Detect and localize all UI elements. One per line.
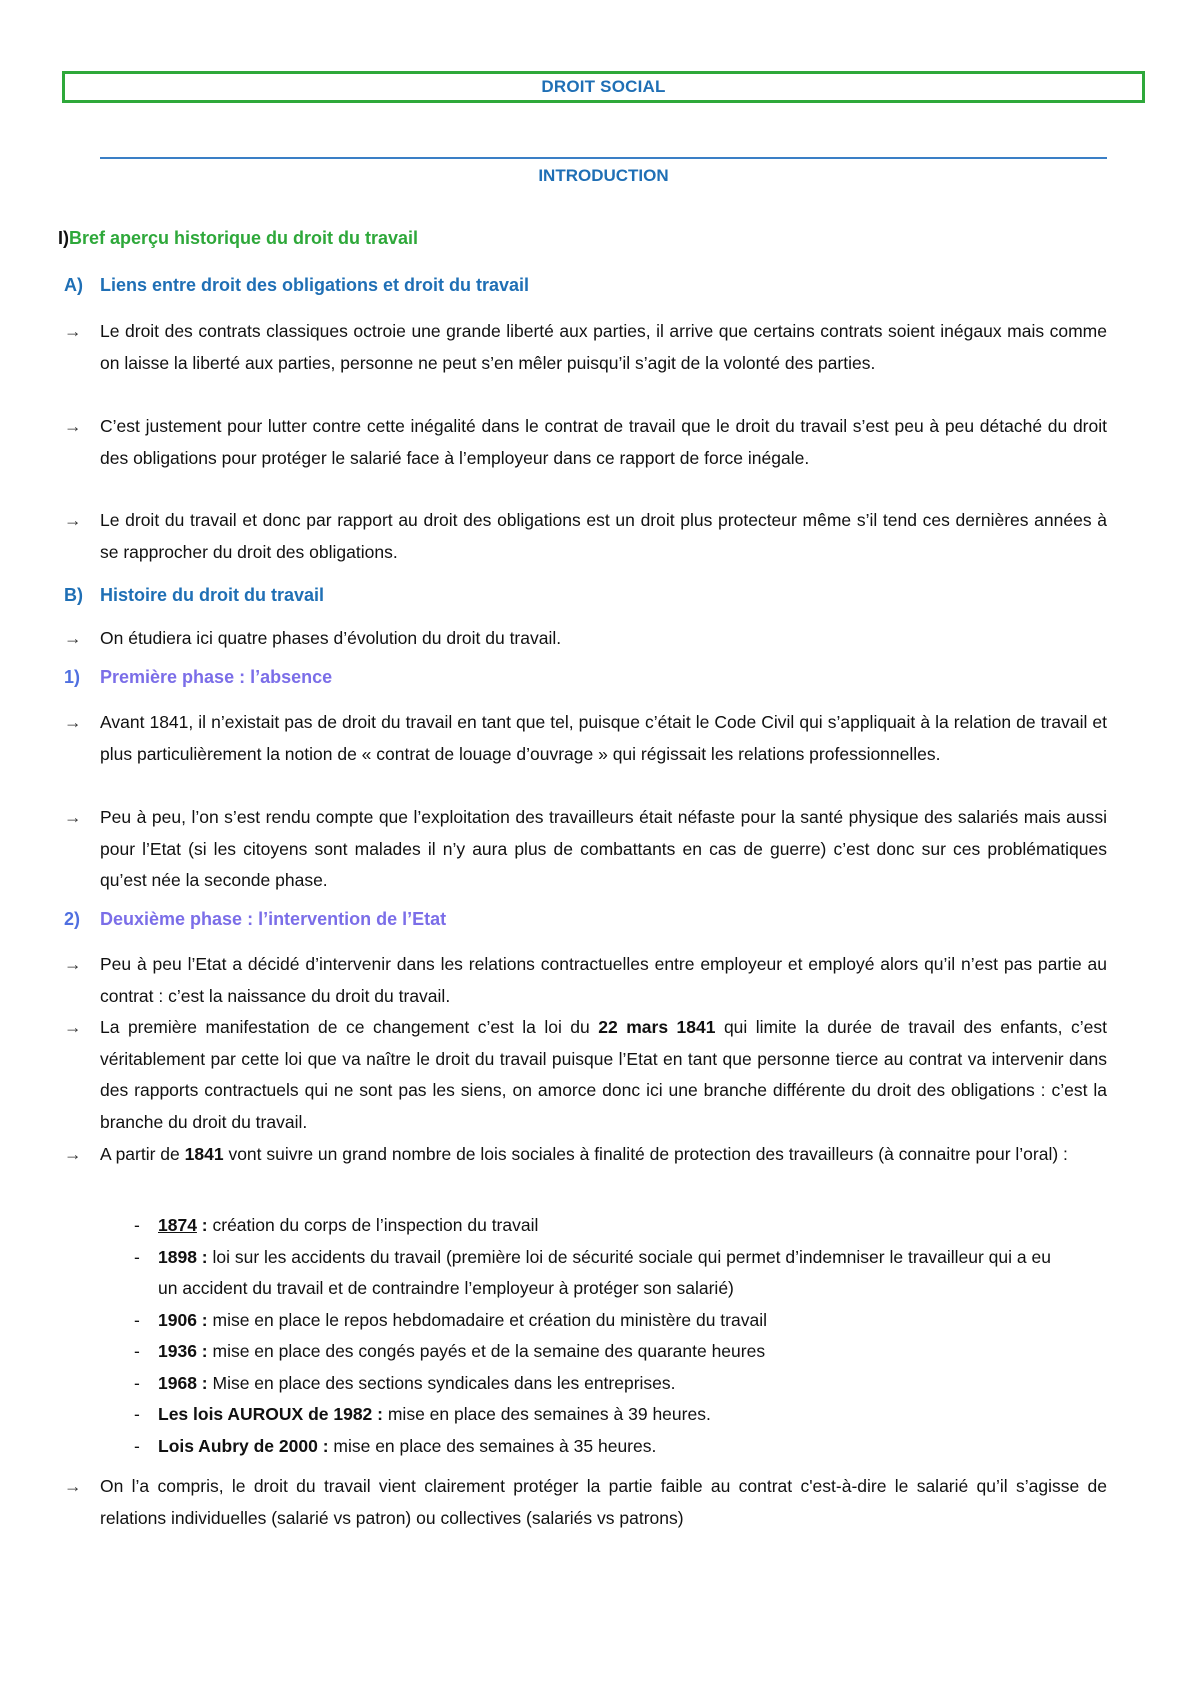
- phase-1-title: Première phase : l’absence: [100, 667, 333, 687]
- paragraph-a1: [64, 316, 1107, 379]
- list-item-sep: :: [196, 1372, 213, 1393]
- paragraph-p1-2-text: Peu à peu, l’on s’est rendu compte que l’exploitation des travailleurs était néfaste pour la santé physique des salariés mais aussi pour l’Etat (si les citoyens sont malades il n’y aura plus de combattants en cas de guerre) c’est donc sur ces problématiques qu’est née la seconde phase.: [100, 807, 1107, 890]
- phase-1-number: 1): [64, 667, 81, 687]
- list-item-text: loi sur les accidents du travail (première loi de sécurité sociale qui permet d’indemniser le travailleur qui a eu un accident du travail et de contraindre l’employeur à protéger son salarié): [158, 1246, 1051, 1298]
- text-run: qui limite la durée de travail des enfants, c’est véritablement par cette loi que va naître le droit du travail puisque l’Etat en tant que personne tierce au contrat va intervenir dans des rapports contractuels qui ne sont pas les siens, on amorce donc ici une branche différente du droit des obligations : c’est la branche du droit du travail.: [100, 1017, 1107, 1132]
- document-title-box: [62, 71, 1145, 103]
- section-1-title: Bref aperçu historique du droit du travail: [69, 228, 419, 248]
- list-item-sep: :: [196, 1309, 213, 1330]
- section-1-number: I): [58, 228, 69, 248]
- dash-bullet: -: [134, 1435, 140, 1456]
- paragraph-b1-text: On étudiera ici quatre phases d’évolution du droit du travail.: [100, 628, 562, 648]
- paragraph-b1: [64, 623, 1107, 655]
- date-emphasis: 1841: [184, 1144, 224, 1164]
- section-a-title: Liens entre droit des obligations et droit du travail: [100, 275, 530, 295]
- document-title: DROIT SOCIAL: [541, 77, 666, 96]
- paragraph-a3: [64, 505, 1107, 568]
- paragraph-p2-3-text: [100, 1139, 1107, 1171]
- list-item: [134, 1242, 1074, 1305]
- list-item-sep: :: [317, 1435, 334, 1456]
- paragraph-p1-1: [64, 707, 1107, 770]
- arrow-icon: →: [64, 807, 82, 827]
- arrow-icon: →: [64, 1017, 82, 1037]
- list-item-sep: :: [196, 1341, 213, 1361]
- paragraph-p2-1: [64, 949, 1107, 1012]
- list-item-key: 1906: [158, 1309, 197, 1330]
- list-item-sep: :: [196, 1215, 213, 1235]
- social-laws-list: [134, 1210, 1074, 1462]
- introduction-heading: INTRODUCTION: [538, 166, 669, 185]
- paragraph-p2-2: [64, 1012, 1107, 1138]
- list-item-key: Les lois AUROUX de 1982: [158, 1404, 373, 1424]
- text-run: A partir de: [100, 1144, 185, 1164]
- phase-2-number: 2): [64, 909, 81, 929]
- arrow-icon: →: [64, 954, 82, 974]
- phase-2-title: Deuxième phase : l’intervention de l’Etat: [100, 909, 447, 929]
- arrow-icon: →: [64, 510, 82, 530]
- list-item-key: 1968: [158, 1372, 197, 1393]
- dash-bullet: -: [134, 1404, 140, 1424]
- paragraph-p2-3: [64, 1139, 1107, 1171]
- paragraph-a2-text: C’est justement pour lutter contre cette inégalité dans le contrat de travail que le droit du travail s’est peu à peu détaché du droit des obligations pour protéger le salarié face à l’employeur dans ce rapport de force inégale.: [100, 416, 1107, 468]
- paragraph-p2-1-text: Peu à peu l’Etat a décidé d’intervenir dans les relations contractuelles entre employeur et employé alors qu’il n’est pas partie au contrat : c’est la naissance du droit du travail.: [100, 954, 1107, 1006]
- list-item-sep: :: [196, 1246, 213, 1267]
- list-item: [134, 1336, 1074, 1368]
- arrow-icon: →: [64, 628, 82, 648]
- paragraph-a1-text: Le droit des contrats classiques octroie une grande liberté aux parties, il arrive que certains contrats soient inégaux mais comme on laisse la liberté aux parties, personne ne peut s’en mêler puisqu’il s’agit de la volonté des parties.: [100, 321, 1107, 373]
- section-b-heading: [64, 585, 324, 606]
- list-item: [134, 1399, 1074, 1431]
- phase-2-heading: [64, 909, 446, 930]
- dash-bullet: -: [134, 1309, 140, 1330]
- list-item-sep: :: [372, 1404, 388, 1424]
- arrow-icon: →: [64, 1144, 82, 1164]
- list-item: [134, 1210, 1074, 1242]
- introduction-rule: [100, 157, 1107, 159]
- list-item-text: mise en place des semaines à 35 heures.: [333, 1435, 657, 1456]
- paragraph-p1-1-text: Avant 1841, il n’existait pas de droit du travail en tant que tel, puisque c’était le Code Civil qui s’appliquait à la relation de travail et plus particulièrement la notion de « contrat de louage d’ouvrage » qui régissait les relations professionnelles.: [100, 712, 1107, 764]
- list-item-text: mise en place des congés payés et de la semaine des quarante heures: [212, 1341, 766, 1361]
- section-1-heading: [58, 228, 418, 249]
- list-item-text: mise en place des semaines à 39 heures.: [387, 1404, 711, 1424]
- paragraph-p1-2: [64, 802, 1107, 897]
- phase-1-heading: [64, 667, 332, 688]
- section-b-title: Histoire du droit du travail: [100, 585, 325, 605]
- list-item-key: 1874: [158, 1215, 197, 1235]
- text-run: La première manifestation de ce changement c’est la loi du: [100, 1017, 599, 1037]
- list-item-key: 1898: [158, 1246, 197, 1267]
- dash-bullet: -: [134, 1215, 140, 1235]
- list-item-text: création du corps de l’inspection du travail: [212, 1215, 539, 1235]
- arrow-icon: →: [64, 416, 82, 436]
- dash-bullet: -: [134, 1341, 140, 1361]
- list-item: [134, 1431, 1074, 1463]
- list-item-text: Mise en place des sections syndicales dans les entreprises.: [212, 1372, 676, 1393]
- list-item-text: mise en place le repos hebdomadaire et création du ministère du travail: [212, 1309, 767, 1330]
- list-item-key: 1936: [158, 1341, 197, 1361]
- list-item: [134, 1368, 1074, 1400]
- arrow-icon: →: [64, 712, 82, 732]
- date-emphasis: 22 mars 1841: [598, 1017, 716, 1037]
- paragraph-p2-4: [64, 1471, 1107, 1534]
- paragraph-a3-text: Le droit du travail et donc par rapport au droit des obligations est un droit plus protecteur même s’il tend ces dernières années à se rapprocher du droit des obligations.: [100, 510, 1107, 562]
- list-item-key: Lois Aubry de 2000: [158, 1435, 318, 1456]
- paragraph-a2: [64, 411, 1107, 474]
- paragraph-p2-4-text: On l’a compris, le droit du travail vient clairement protéger la partie faible au contrat c'est-à-dire le salarié qu’il s’agisse de relations individuelles (salarié vs patron) ou collectives (salariés vs patrons): [100, 1476, 1107, 1528]
- arrow-icon: →: [64, 321, 82, 341]
- dash-bullet: -: [134, 1246, 140, 1267]
- section-b-letter: B): [64, 585, 83, 605]
- section-a-letter: A): [64, 275, 83, 295]
- list-item: [134, 1305, 1074, 1337]
- dash-bullet: -: [134, 1372, 140, 1393]
- arrow-icon: →: [64, 1476, 82, 1496]
- paragraph-p2-2-text: [100, 1012, 1107, 1138]
- section-a-heading: [64, 275, 529, 296]
- text-run: vont suivre un grand nombre de lois sociales à finalité de protection des travailleurs (à connaitre pour l’oral) :: [223, 1144, 1068, 1164]
